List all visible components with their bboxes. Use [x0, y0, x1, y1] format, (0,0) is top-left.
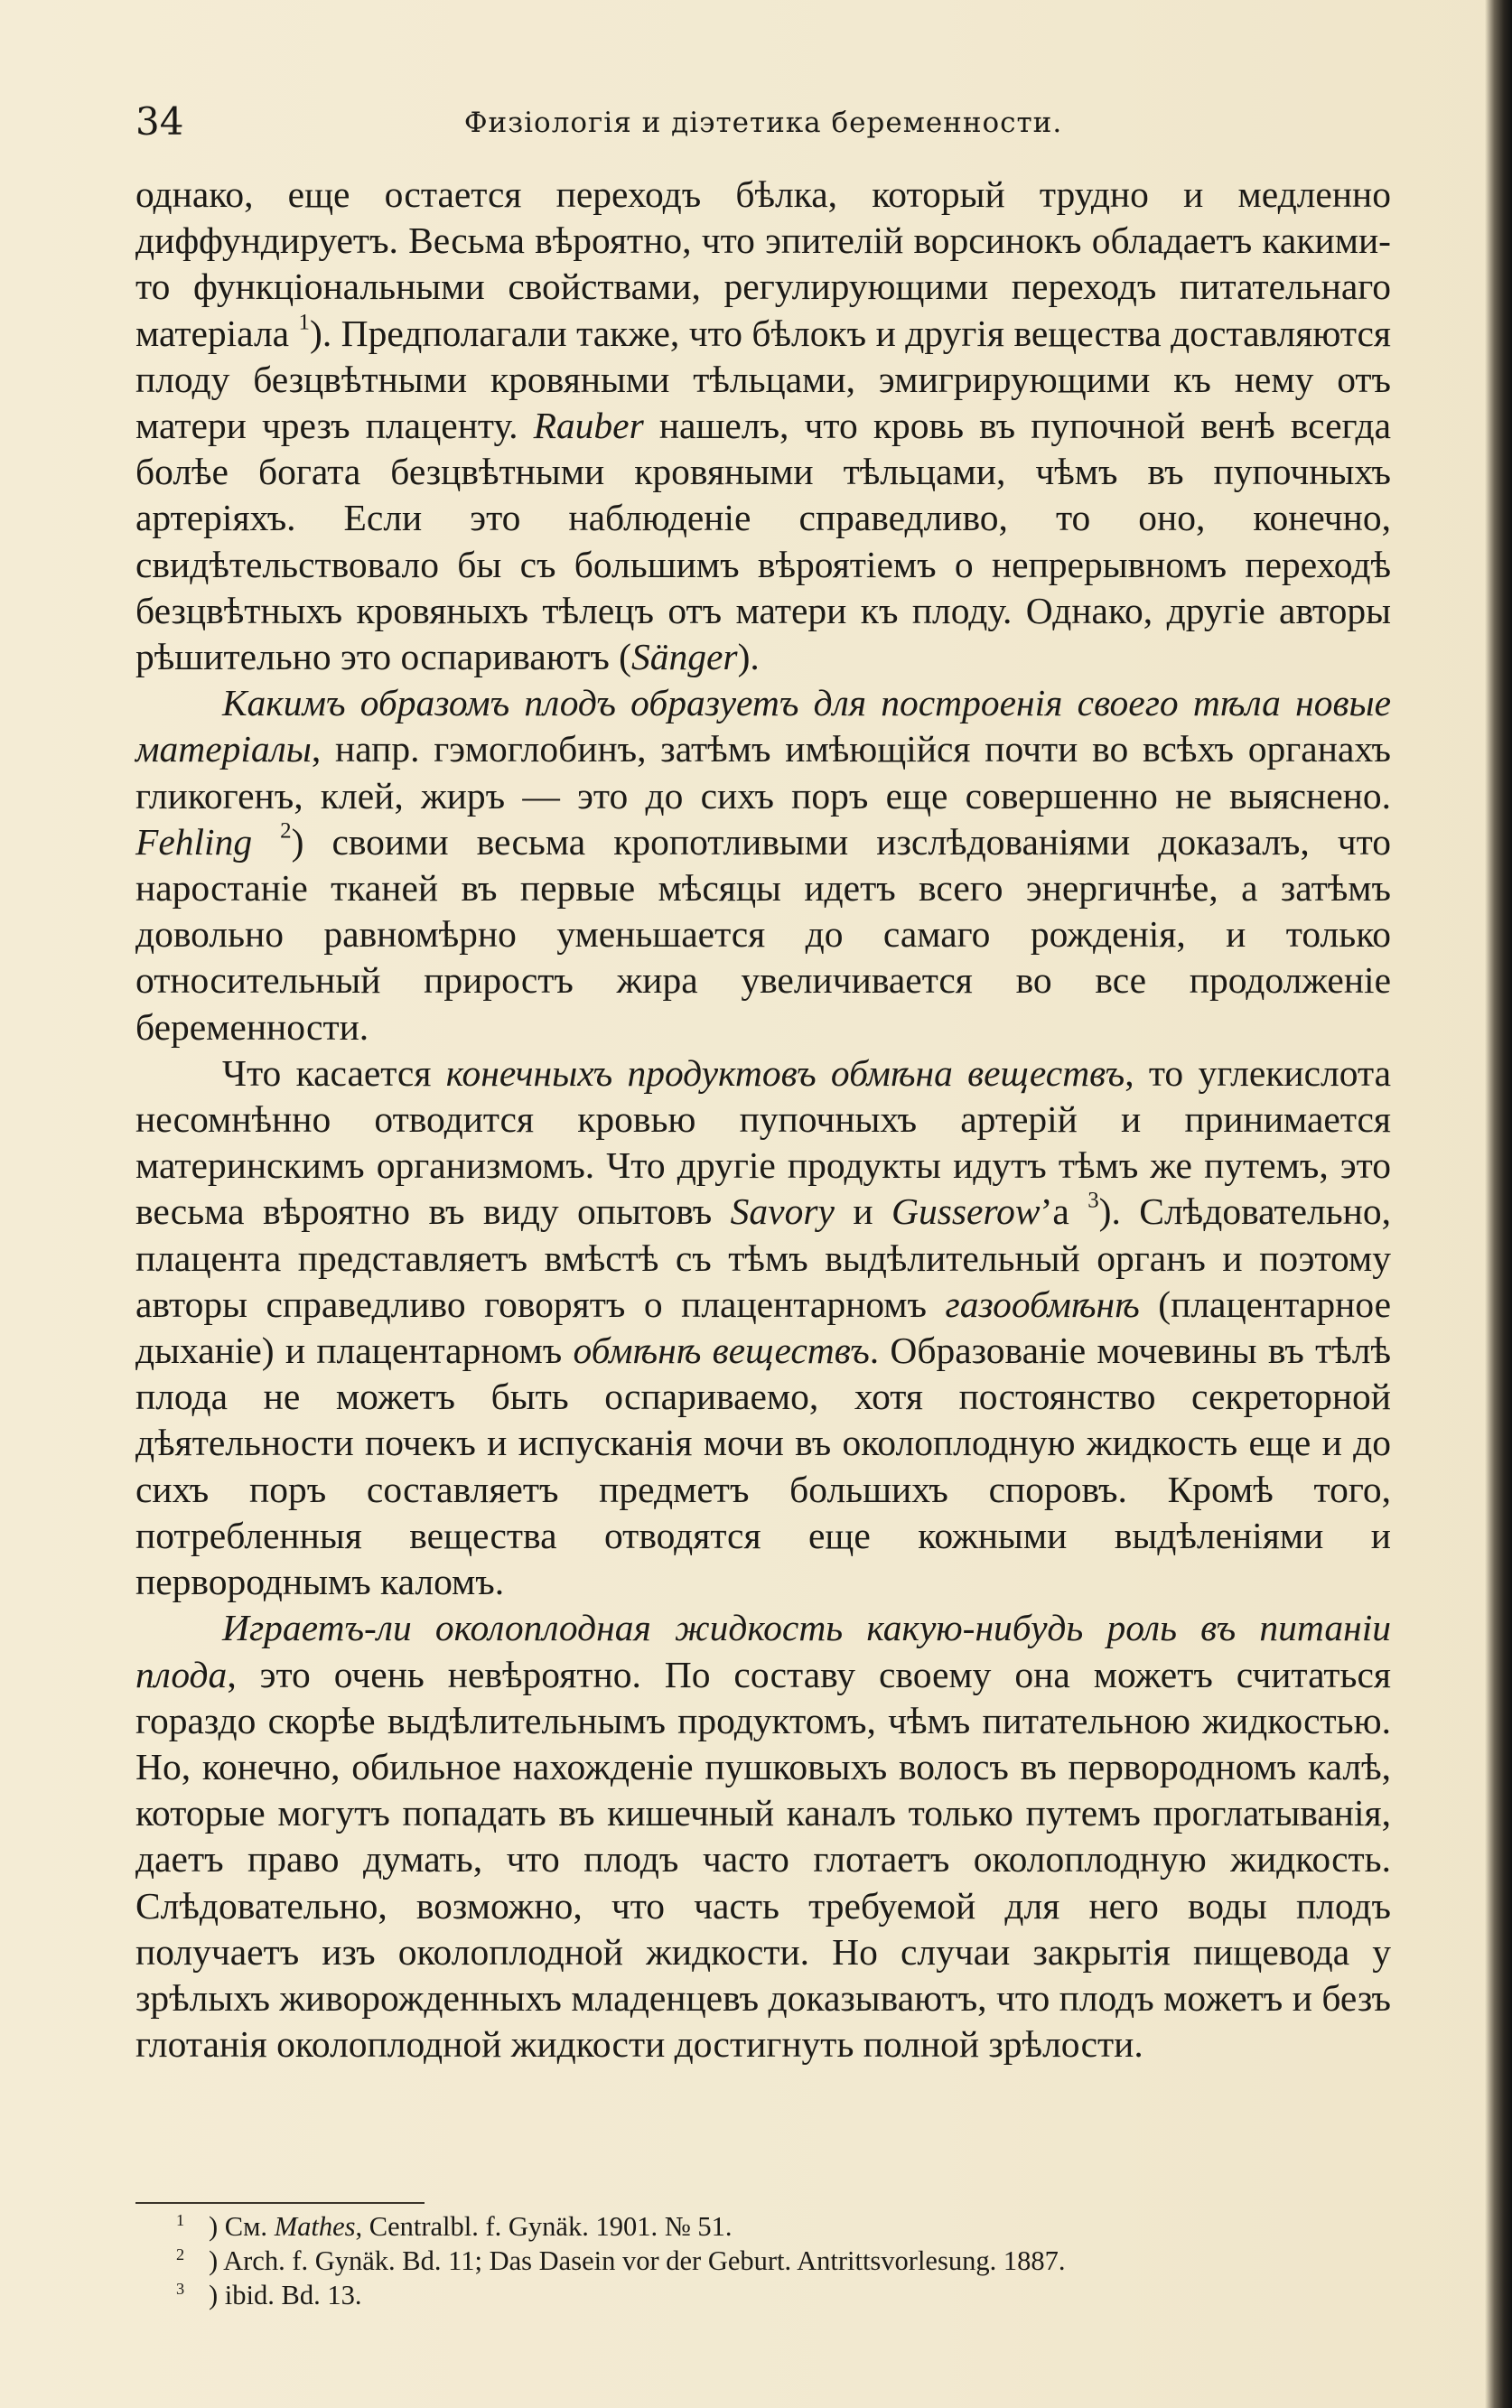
- paragraph-3-italic-1: конечныхъ продуктовъ обмѣна веществъ: [445, 1051, 1125, 1094]
- footnotes: [176, 2209, 1395, 2312]
- footnote-ref-3: 3: [1087, 1188, 1099, 1213]
- paragraph-4-italic-heading: Играетъ-ли околоплодная жидкость какую-нибудь роль въ питаніи плода: [135, 1607, 1391, 1695]
- running-head: Физіологія и діэтетика беременности.: [463, 107, 1063, 139]
- footnote-2-number: 2: [176, 2245, 185, 2264]
- paragraph-3-italic-3: обмѣнѣ веществъ: [573, 1330, 870, 1372]
- paragraph-1-text-4: ).: [737, 636, 760, 678]
- footnote-1-text-2: , Centralbl. f. Gynäk. 1901. № 51.: [355, 2211, 733, 2242]
- footnote-1-text-1: ) См.: [209, 2211, 275, 2242]
- footnote-3: [176, 2278, 1395, 2312]
- paragraph-3: [135, 1050, 1391, 1605]
- paragraph-3-text-1: Что касается: [222, 1051, 446, 1094]
- author-name-rauber: Rauber: [533, 405, 644, 447]
- footnote-ref-1: 1: [298, 309, 310, 334]
- paragraph-3-italic-2: газообмѣнѣ: [945, 1283, 1140, 1325]
- footnote-2-text: ) Arch. f. Gynäk. Bd. 11; Das Dasein vor der Geburt. Antrittsvorlesung. 1887.: [209, 2245, 1066, 2276]
- footnote-1: [176, 2209, 1395, 2244]
- footnote-3-number: 3: [176, 2280, 185, 2299]
- paragraph-3-text-2: , то углекислота несомнѣнно отводится кровью пупочныхъ артерій и принимается материнскимъ организмомъ. Что другіе продукты идутъ тѣмъ же путемъ, это весьма вѣроятно въ виду опытовъ: [135, 1051, 1392, 1233]
- main-text: [135, 172, 1391, 2067]
- footnote-1-number: 1: [176, 2211, 185, 2230]
- author-name-fehling: Fehling: [135, 820, 253, 863]
- paragraph-2-italic-heading: Какимъ образомъ плодъ образуетъ для построенія своего тѣла новые матеріалы: [135, 682, 1391, 770]
- footnote-3-marker: [176, 2278, 209, 2312]
- paragraph-3-text-7: . Образованіе мочевины въ тѣлѣ плода не можетъ быть оспариваемо, хотя постоянство секреторной дѣятельности почекъ и испусканія мочи въ околоплодную жидкость еще и до сихъ поръ составляетъ предметъ большихъ споровъ. Кромѣ того, потребленныя вещества отводятся еще кожными выдѣленіями и первороднымъ каломъ.: [135, 1330, 1392, 1603]
- paragraph-3-text-5: ). Слѣдовательно, плацента представляетъ вмѣстѣ съ тѣмъ выдѣлительный органъ и поэтому авторы справедливо говорятъ о плацентарномъ: [135, 1190, 1391, 1325]
- paragraph-3-text-3: и: [834, 1190, 892, 1233]
- paragraph-1-text-2: ). Предполагали также, что бѣлокъ и другія вещества доставляются плоду безцвѣтными кровяными тѣльцами, эмигрирующими къ нему отъ матери чрезъ плаценту.: [135, 312, 1391, 447]
- footnote-1-marker: [176, 2209, 209, 2244]
- author-name-savory: Savory: [730, 1190, 835, 1233]
- footnote-1-author: Mathes: [274, 2211, 356, 2242]
- paragraph-1-text-1: однако, еще остается переходъ бѣлка, который трудно и медленно диффундируетъ. Весьма вѣроятно, что эпителій ворсинокъ обладаетъ какими-то функціональными свойствами, регулирующими переходъ питательнаго матеріала: [135, 173, 1391, 354]
- paragraph-1-text-3: нашелъ, что кровь въ пупочной венѣ всегда болѣе богата безцвѣтными кровяными тѣльцами, чѣмъ въ пупочныхъ артеріяхъ. Если это наблюденіе справедливо, то оно, конечно, свидѣтельствовало бы съ большимъ вѣроятіемъ о непрерывномъ переходѣ безцвѣтныхъ кровяныхъ тѣлецъ отъ матери къ плоду. Однако, другіе авторы рѣшительно это оспариваютъ (: [135, 405, 1392, 678]
- author-name-gusserow: Gusserow: [891, 1190, 1041, 1233]
- paragraph-2: [135, 680, 1391, 1050]
- footnote-2: [176, 2244, 1395, 2278]
- page-header: [135, 95, 1391, 149]
- paragraph-3-text-4: ’а: [1040, 1190, 1088, 1233]
- page-number: 34: [135, 99, 184, 144]
- footnote-2-marker: [176, 2244, 209, 2278]
- paragraph-2-text-2: ) своими весьма кропотливыми изслѣдованіями доказалъ, что наростаніе тканей въ первые мѣсяцы идетъ всего энергичнѣе, а затѣмъ довольно равномѣрно уменьшается до самаго рожденія, и только относительный приростъ жира увеличивается во все продолженіе беременности.: [135, 820, 1392, 1048]
- footnote-ref-2: 2: [280, 818, 292, 844]
- paragraph-2-text-1: , напр. гэмоглобинъ, затѣмъ имѣющійся почти во всѣхъ органахъ гликогенъ, клей, жиръ — это до сихъ поръ еще совершенно не выяснено.: [135, 728, 1391, 817]
- book-binding-edge: [1485, 0, 1512, 2408]
- paragraph-4: [135, 1605, 1391, 2067]
- footnote-divider: [135, 2202, 425, 2204]
- footnote-3-text: ) ibid. Bd. 13.: [209, 2280, 362, 2310]
- paragraph-3-text-6: (плацентарное дыханіе) и плацентарномъ: [135, 1283, 1391, 1372]
- paragraph-1: [135, 172, 1391, 680]
- paragraph-4-text-1: , это очень невѣроятно. По составу своему она можетъ считаться гораздо скорѣе выдѣлительнымъ продуктомъ, чѣмъ питательною жидкостью. Но, конечно, обильное нахожденіе пушковыхъ волосъ въ первородномъ калѣ, которые могутъ попадать въ кишечный каналъ только путемъ проглатыванія, даетъ право думать, что плодъ часто глотаетъ околоплодную жидкость. Слѣдовательно, возможно, что часть требуемой для него воды плодъ получаетъ изъ околоплодной жидкости. Но случаи закрытія пищевода у зрѣлыхъ живорожденныхъ младенцевъ доказываютъ, что плодъ можетъ и безъ глотанія околоплодной жидкости достигнуть полной зрѣлости.: [135, 1653, 1391, 2066]
- author-name-sanger: Sänger: [631, 636, 738, 678]
